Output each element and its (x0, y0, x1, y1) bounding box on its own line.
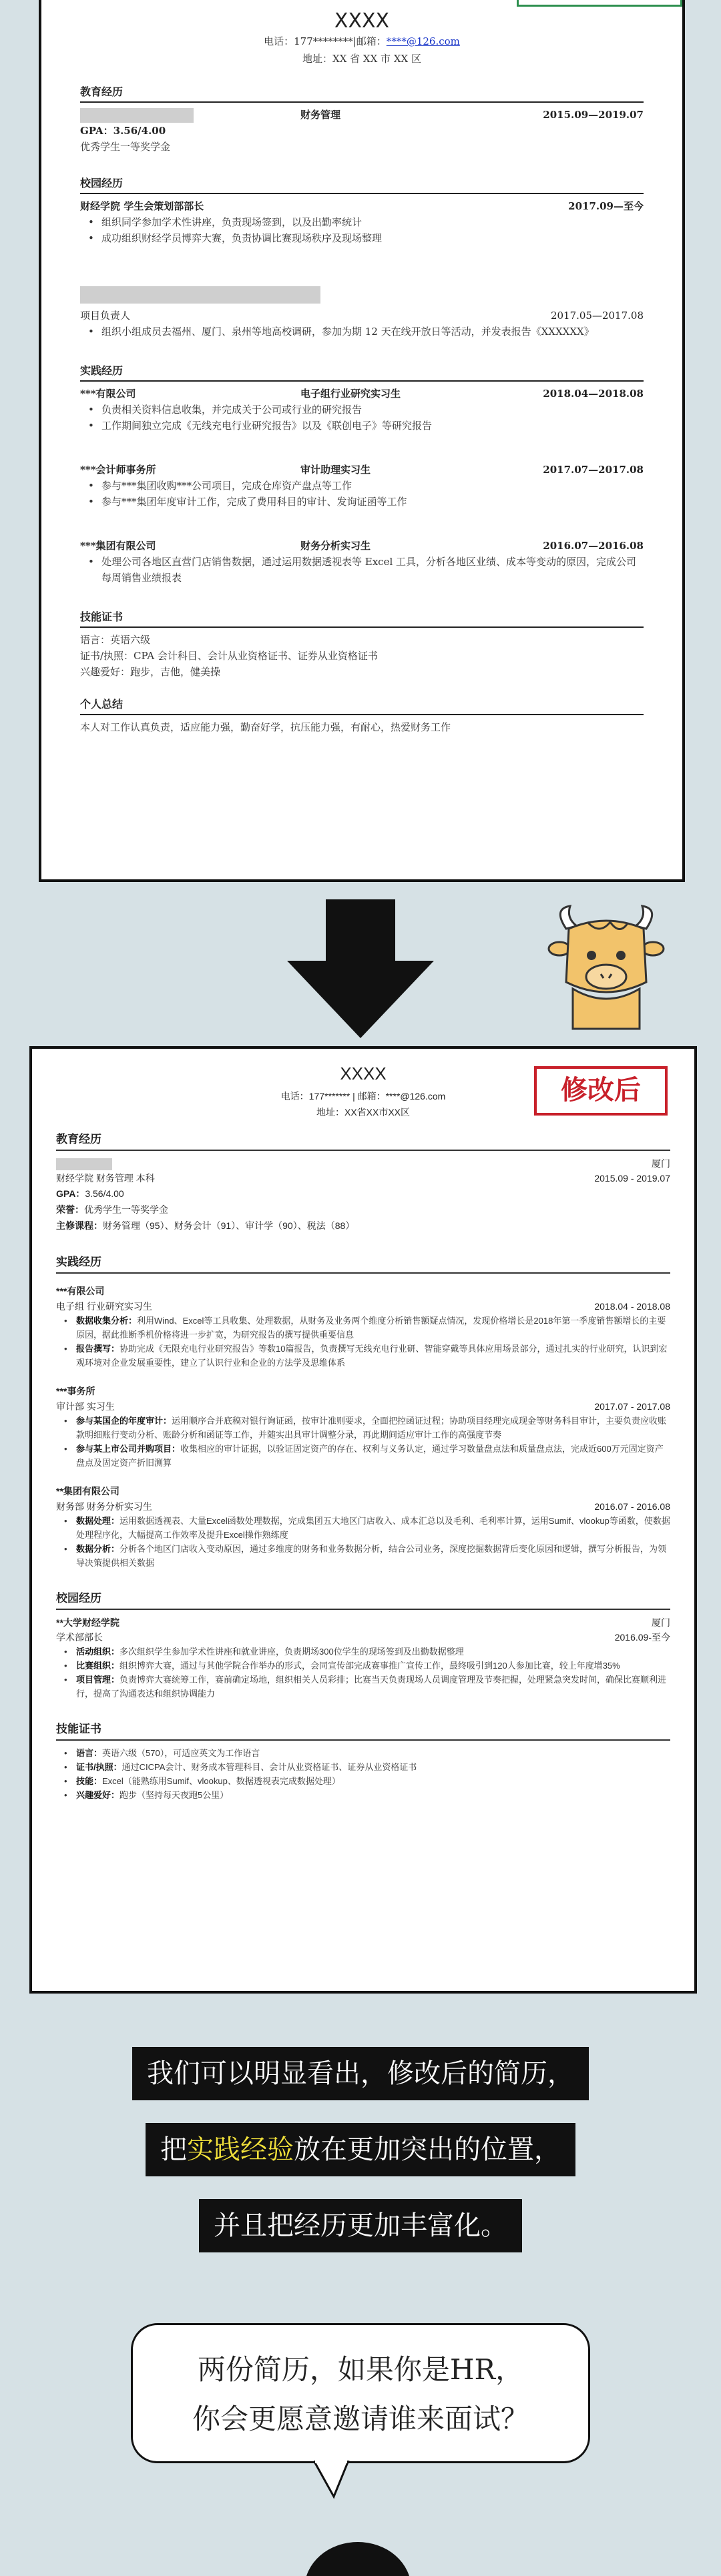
redacted-block (56, 1158, 112, 1170)
education-city: 厦门 (652, 1158, 670, 1169)
skill-item (56, 1774, 670, 1788)
bullet-text: 运用顺序合并底稿对银行询证函，按审计准则要求，全面把控函证过程；协助项目经理完成现金等财务科目审计，主要负责应收账款明细账行变动分析、账龄分析和函证等工作，并随实出具审计调整分录，再此期间适应审计工作的高强度节奏 (76, 1416, 667, 1440)
experience-company: ***有限公司 (56, 1286, 105, 1296)
experience-role: 审计助理实习生 (300, 464, 371, 476)
experience-row (80, 462, 644, 478)
bullet-text: 负责博弈大赛统筹工作，赛前确定场地，组织相关人员彩排；比赛当天负责现场人员调度管理及节奏把握，处理紧急突发时间，确保比赛顺利进行，提高了沟通表达和组织协调能力 (76, 1675, 667, 1699)
bubble-line-2: 你会更愿意邀请谁来面试？ (192, 2403, 529, 2435)
campus-role: 财经学院 学生会策划部部长 (80, 200, 204, 212)
experience-date: 2017.07—2017.08 (543, 464, 644, 476)
skill-cert: 证书/执照：CPA 会计科目、会计从业资格证书、证券从业资格证书 (80, 650, 378, 662)
experience-bullet: • 工作期间独立完成《无线充电行业研究报告》以及《联创电子》等研究报告 (80, 418, 644, 434)
bullet-label: 参与某国企的年度审计： (76, 1416, 172, 1426)
campus-bullet: • 成功组织财经学员博弈大赛，负责协调比赛现场秩序及现场整理 (80, 230, 644, 246)
education-gpa: GPA：3.56/4.00 (80, 125, 166, 137)
campus-date: 2017.09—至今 (568, 200, 644, 212)
bullet-text: 运用数据透视表、大量Excel函数处理数据，完成集团五大地区门店收入、成本汇总以及毛利、毛利率计算，运用Sumif、vlookup等函数，使数据处理程序化，大幅提高工作效率及提升Excel操作熟练度 (76, 1516, 670, 1540)
mascot-head-icon (291, 2529, 425, 2576)
bullet-label: 数据收集分析： (76, 1316, 138, 1326)
original-resume (39, 0, 685, 882)
education-date: 2015.09—2019.07 (543, 109, 644, 121)
experience-date: 2018.04 - 2018.08 (594, 1301, 670, 1312)
bullet-label: 参与某上市公司并购项目： (76, 1444, 181, 1454)
campus-bullet: • 组织同学参加学术性讲座，负责现场签到，以及出勤率统计 (80, 214, 644, 230)
resume-name: XXXX (334, 9, 390, 33)
experience-row (80, 538, 644, 554)
experience-company: ***会计师事务所 (80, 464, 156, 476)
campus-date: 2016.09-至今 (614, 1632, 670, 1643)
section-title-summary: 个人总结 (80, 696, 644, 715)
education-courses (56, 1218, 670, 1234)
experience-date: 2017.07 - 2017.08 (594, 1401, 670, 1412)
skill-item (56, 1760, 670, 1774)
down-arrow-icon (287, 899, 434, 1039)
experience-date: 2018.04—2018.08 (543, 388, 644, 400)
experience-role: 电子组行业研究实习生 (300, 388, 401, 400)
address-line: 地址：XX省XX市XX区 (316, 1107, 411, 1118)
bubble-line-1: 两份简历，如果你是HR， (197, 2353, 524, 2386)
experience-role: 电子组 行业研究实习生 (56, 1301, 152, 1312)
contact-line: 电话：177******* | 邮箱：****@126.com (280, 1091, 446, 1102)
section-title-practice: 实践经历 (80, 362, 644, 382)
bullet-text: 分析各个地区门店收入变动原因，通过多维度的财务和业务数据分析，结合公司业务，深度挖掘数据背后变化原因和逻辑，撰写分析报告，为领导决策提供相关数据 (76, 1544, 667, 1568)
gpa-value: 3.56/4.00 (85, 1188, 124, 1199)
experience-company: ***有限公司 (80, 388, 136, 400)
skill-text: 英语六级（570），可适应英文为工作语言 (102, 1748, 260, 1758)
experience-role: 财务分析实习生 (300, 540, 371, 552)
course-label: 主修课程： (56, 1220, 103, 1231)
gpa-label: GPA： (56, 1188, 85, 1199)
experience-role: 审计部 实习生 (56, 1401, 115, 1412)
contact-phone: 电话：177********|邮箱： (264, 35, 387, 47)
bull-mascot-icon (546, 902, 666, 1035)
experience-role-row (56, 1499, 670, 1514)
campus-role-row (56, 1630, 670, 1645)
skill-language: 语言：英语六级 (80, 634, 151, 646)
campus-row (80, 198, 644, 214)
bullet-label: 报告撰写： (76, 1344, 120, 1354)
experience-bullet (56, 1314, 670, 1342)
section-title-education: 教育经历 (56, 1130, 670, 1151)
redacted-block (80, 108, 194, 123)
redacted-block (80, 286, 320, 304)
section-title-practice: 实践经历 (56, 1252, 670, 1274)
experience-bullet (56, 1514, 670, 1542)
experience-bullet (56, 1342, 670, 1370)
experience-company: ***集团有限公司 (80, 540, 156, 552)
experience-bullet: • 参与***集团年度审计工作，完成了费用科目的审计、发询证函等工作 (80, 494, 644, 510)
education-row (80, 107, 644, 123)
section-title-skills: 技能证书 (56, 1719, 670, 1741)
caption-highlight: 实践经验 (187, 2134, 294, 2165)
bullet-label: 数据处理： (76, 1516, 120, 1526)
caption-line-1: 我们可以明显看出，修改后的简历， (132, 2047, 589, 2100)
experience-bullet (56, 1414, 670, 1442)
education-major-row (56, 1171, 670, 1186)
experience-row (80, 386, 644, 402)
skill-item (56, 1746, 670, 1760)
honor-label: 荣誉： (56, 1204, 84, 1215)
experience-role-row (56, 1399, 670, 1414)
campus-bullet (56, 1673, 670, 1701)
experience-date: 2016.07 - 2016.08 (594, 1501, 670, 1512)
experience-bullet (56, 1542, 670, 1570)
section-title-campus: 校园经历 (80, 175, 644, 194)
honor-value: 优秀学生一等奖学金 (84, 1204, 168, 1215)
skill-text: 通过CICPA会计、财务成本管理科目、会计从业资格证书、证券从业资格证书 (122, 1762, 417, 1772)
summary-text: 本人对工作认真负责，适应能力强，勤奋好学，抗压能力强，有耐心，热爱财务工作 (80, 721, 451, 733)
bullet-text: 收集相应的审计证据，以验证固定资产的存在、权利与义务认定，通过学习数量盘点法和质量盘点法，完成近600万元固定资产盘点及固定资产折旧测算 (76, 1444, 664, 1468)
bubble-tail-icon (314, 2461, 354, 2501)
project-row (80, 308, 644, 324)
campus-bullet (56, 1659, 670, 1673)
education-honor (56, 1202, 670, 1218)
education-school-row (56, 1156, 670, 1171)
education-date: 2015.09 - 2019.07 (594, 1173, 670, 1184)
project-role: 项目负责人 (80, 310, 131, 322)
highlight-frame (517, 0, 682, 7)
skill-label: 证书/执照： (76, 1762, 122, 1772)
caption-text: 放在更加突出的位置， (294, 2134, 561, 2165)
resume-header (80, 9, 644, 67)
project-bullet: • 组织小组成员去福州、厦门、泉州等地高校调研，参加为期 12 天在线开放日等活动，并发表报告《XXXXXX》 (80, 324, 644, 340)
section-title-skills: 技能证书 (80, 608, 644, 628)
skill-item (56, 1788, 670, 1802)
contact-line (80, 33, 644, 50)
question-bubble (131, 2323, 590, 2463)
experience-bullet (56, 1442, 670, 1470)
skill-label: 技能： (76, 1776, 103, 1786)
campus-org: **大学财经学院 (56, 1617, 119, 1628)
contact-email[interactable]: ****@126.com (386, 35, 460, 47)
section-title-education: 教育经历 (80, 83, 644, 103)
caption-text: 把 (160, 2134, 187, 2165)
skill-label: 兴趣爱好： (76, 1790, 120, 1800)
campus-city: 厦门 (652, 1617, 670, 1628)
experience-company: ***事务所 (56, 1386, 95, 1396)
experience-role-row (56, 1299, 670, 1314)
education-major: 财务管理 (300, 109, 341, 121)
resume-name: XXXX (340, 1063, 387, 1084)
skill-text: 跑步（坚持每天夜跑5公里） (119, 1790, 229, 1800)
experience-role: 财务部 财务分析实习生 (56, 1501, 152, 1512)
bullet-label: 活动组织： (76, 1647, 120, 1657)
caption-line-3: 并且把经历更加丰富化。 (199, 2199, 522, 2252)
project-date: 2017.05—2017.08 (550, 310, 644, 322)
campus-org-row (56, 1615, 670, 1630)
education-gpa (56, 1186, 670, 1202)
bullet-text: 利用Wind、Excel等工具收集、处理数据，从财务及业务两个维度分析销售额疑点情况，发现价格增长是2018年第一季度销售额增长的主要原因，据此推断季机价格将进一步扩宽，为研究报告的撰写提供重要信息 (76, 1316, 666, 1340)
bullet-label: 项目管理： (76, 1675, 120, 1685)
caption-line-2 (146, 2123, 575, 2176)
experience-bullet: • 处理公司各地区直营门店销售数据，通过运用数据透视表等 Excel 工具，分析各地区业绩、成本等变动的原因，完成公司每周销售业绩报表 (80, 554, 644, 586)
experience-company: **集团有限公司 (56, 1486, 119, 1496)
skill-label: 语言： (76, 1748, 103, 1758)
education-honor: 优秀学生一等奖学金 (80, 141, 171, 153)
skill-hobby: 兴趣爱好：跑步，吉他，健美操 (80, 666, 221, 678)
course-value: 财务管理（95）、财务会计（91）、审计学（90）、税法（88） (103, 1220, 355, 1231)
experience-bullet: • 负责相关资料信息收集，并完成关于公司或行业的研究报告 (80, 402, 644, 418)
campus-role: 学术部部长 (56, 1632, 103, 1643)
bullet-label: 数据分析： (76, 1544, 120, 1554)
bullet-text: 协助完成《无限充电行业研究报告》等数10篇报告，负责撰写无线充电行业研、智能穿戴等具体应用场景部分，通过扎实的行业研究，认识到宏观环境对企业发展重要性，建立了认识行业和企业的方法学及思维体系 (76, 1344, 668, 1368)
campus-bullet (56, 1645, 670, 1659)
experience-date: 2016.07—2016.08 (543, 540, 644, 552)
bullet-text: 多次组织学生参加学术性讲座和就业讲座，负责期场300位学生的现场签到及出勤数据整理 (119, 1647, 464, 1657)
bullet-label: 比赛组织： (76, 1661, 120, 1671)
bullet-text: 组织博弈大赛，通过与其他学院合作举办的形式，会同宣传部完成赛事推广宣传工作，最终吸引到120人参加比赛，较上年度增35% (119, 1661, 620, 1671)
experience-bullet: • 参与***集团收购***公司项目，完成仓库资产盘点等工作 (80, 478, 644, 494)
section-title-campus: 校园经历 (56, 1589, 670, 1610)
skill-text: Excel（能熟练用Sumif、vlookup、数据透视表完成数据处理） (102, 1776, 340, 1786)
address-line: 地址：XX 省 XX 市 XX 区 (302, 53, 421, 65)
revised-stamp: 修改后 (534, 1066, 668, 1116)
revised-resume (29, 1046, 697, 1994)
education-major: 财经学院 财务管理 本科 (56, 1173, 155, 1184)
